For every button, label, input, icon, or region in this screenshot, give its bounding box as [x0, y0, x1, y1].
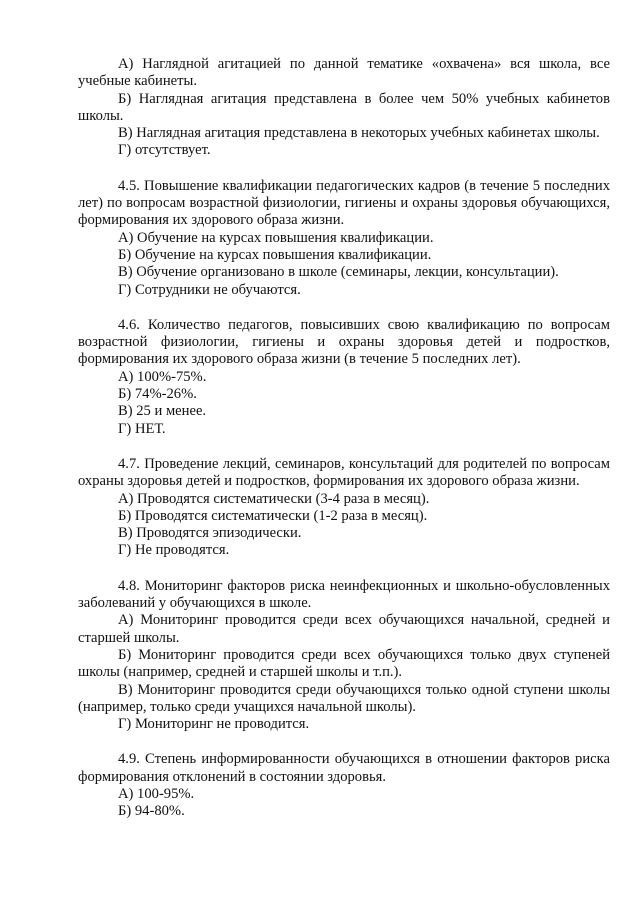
option-b: Б) Проводятся систематически (1-2 раза в месяц). [118, 507, 428, 524]
option-b: Б) Мониторинг проводится среди всех обучающихся только двух ступеней школы (например, средней и старшей школы и т.п.). [78, 646, 610, 681]
option-d: Г) Мониторинг не проводится. [118, 716, 310, 733]
option-c: В) Мониторинг проводится среди обучающихся только одной ступени школы (например, только среди учащихся начальной школы). [78, 681, 610, 715]
option-d: Г) Сотрудники не обучаются. [118, 281, 301, 298]
question-number: 4.8. [118, 577, 140, 594]
question-text: Степень информированности обучающихся в отношении факторов риска формирования отклонений в состоянии здоровья. [78, 751, 610, 785]
option-b: Б) Обучение на курсах повышения квалификации. [118, 246, 432, 263]
question-4-5 [78, 178, 610, 299]
option-a: А) Обучение на курсах повышения квалификации. [118, 229, 434, 246]
question-number: 4.7. [118, 455, 140, 472]
option-a: А) 100%-75%. [118, 368, 207, 385]
question-number: 4.6. [118, 316, 140, 333]
question-4-9 [78, 751, 610, 820]
question-text: Количество педагогов, повысивших свою квалификацию по вопросам возрастной физиологии, гигиены и охраны здоровья детей и подростков, формирования их здорового образа жизни (в течение 5 последних лет). [78, 316, 610, 368]
option-d: Г) отсутствует. [118, 142, 211, 159]
option-c: В) 25 и менее. [118, 403, 207, 420]
option-c: В) Наглядная агитация представлена в некоторых учебных кабинетах школы. [118, 125, 600, 142]
option-c: В) Проводятся эпизодически. [118, 525, 302, 542]
option-d: Г) НЕТ. [118, 420, 166, 437]
option-a: А) Наглядной агитацией по данной тематике «охвачена» вся школа, все учебные кабинеты. [78, 56, 610, 90]
question-4-8 [78, 578, 610, 734]
option-a: А) Проводятся систематически (3-4 раза в месяц). [118, 490, 430, 507]
option-c: В) Обучение организовано в школе (семинары, лекции, консультации). [118, 264, 559, 281]
option-d: Г) Не проводятся. [118, 542, 230, 559]
question-4-7 [78, 456, 610, 560]
question-text: Повышение квалификации педагогических кадров (в течение 5 последних лет) по вопросам возрастной физиологии, гигиены и охраны здоровья обучающихся, формирования их здорового образа жизни. [78, 177, 610, 229]
question-4-6 [78, 317, 610, 438]
option-a: А) Мониторинг проводится среди всех обучающихся начальной, средней и старшей школы. [78, 612, 610, 646]
question-number: 4.9. [118, 751, 140, 768]
option-a: А) 100-95%. [118, 785, 195, 802]
continued-options [78, 56, 610, 160]
question-number: 4.5. [118, 177, 140, 194]
option-b: Б) 94-80%. [118, 803, 185, 820]
option-b: Б) 74%-26%. [118, 386, 197, 403]
document-page [78, 56, 610, 821]
question-text: Мониторинг факторов риска неинфекционных и школьно-обусловленных заболеваний у обучающихся в школе. [78, 577, 610, 612]
question-text: Проведение лекций, семинаров, консультаций для родителей по вопросам охраны здоровья детей и подростков, формирования их здорового образа жизни. [78, 455, 610, 490]
option-b: Б) Наглядная агитация представлена в более чем 50% учебных кабинетов школы. [78, 90, 610, 124]
